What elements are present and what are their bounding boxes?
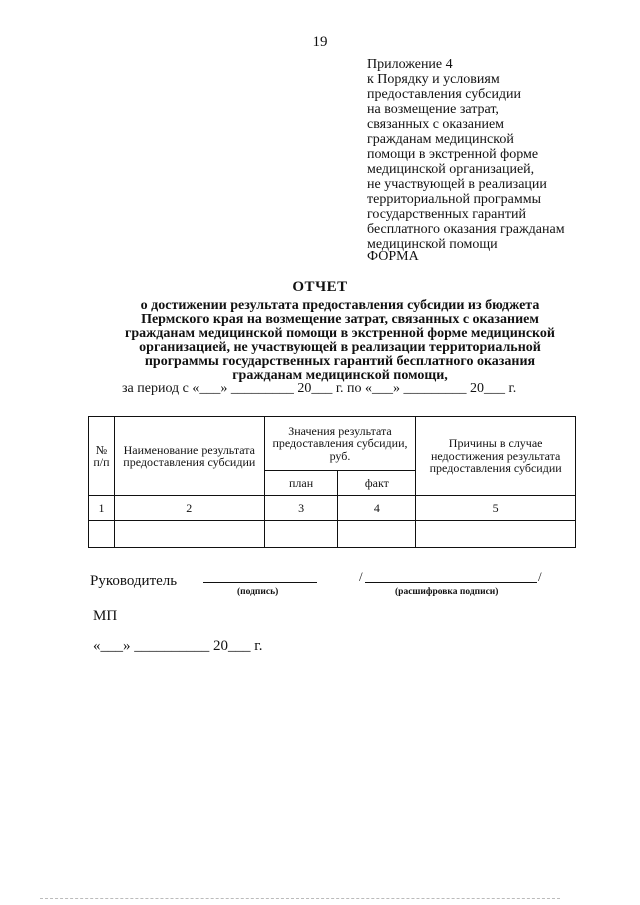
table-row (89, 521, 576, 548)
appendix-block (367, 57, 627, 252)
column-number-row (89, 496, 576, 521)
signature-decode-caption: (расшифровка подписи) (395, 587, 499, 597)
signature-line (203, 582, 317, 583)
header-result-name: Наименование результата предоставления субсидии (114, 417, 264, 496)
slash-left: / (359, 569, 363, 584)
appendix-line: медицинской организацией, (367, 162, 535, 177)
report-title: ОТЧЕТ (292, 279, 348, 295)
column-number: 5 (416, 496, 576, 521)
slash-right: / (538, 569, 542, 584)
column-number: 1 (89, 496, 115, 521)
header-plan: план (264, 471, 338, 496)
appendix-line: территориальной программы (367, 192, 542, 207)
subject-line: о достижении результата предоставления субсидии из бюджета (140, 298, 540, 313)
stamp-label: МП (93, 608, 118, 624)
header-fact: факт (338, 471, 416, 496)
subject-line: гражданам медицинской помощи, (232, 368, 448, 383)
header-num: № п/п (89, 417, 115, 496)
table-cell (114, 521, 264, 548)
report-period: за период с «___» _________ 20___ г. по «___» _________ 20___ г. (122, 381, 517, 396)
scan-edge (40, 898, 560, 899)
subject-line: гражданам медицинской помощи в экстренной форме медицинской (125, 326, 555, 341)
signature-decode-line (365, 582, 537, 583)
date-line: «___» __________ 20___ г. (93, 638, 263, 654)
appendix-line: к Порядку и условиям (367, 72, 500, 87)
report-table (88, 416, 576, 548)
appendix-line: помощи в экстренной форме (367, 147, 539, 162)
table-cell (264, 521, 338, 548)
appendix-line: медицинской помощи (367, 237, 498, 252)
page-number: 19 (312, 34, 328, 50)
appendix-line: связанных с оказанием (367, 117, 505, 132)
table-cell (338, 521, 416, 548)
form-label: ФОРМА (367, 249, 419, 264)
table-cell (416, 521, 576, 548)
appendix-line: гражданам медицинской (367, 132, 514, 147)
column-number: 4 (338, 496, 416, 521)
appendix-line: не участвующей в реализации (367, 177, 547, 192)
appendix-line: государственных гарантий (367, 207, 526, 222)
table-cell (89, 521, 115, 548)
appendix-line: Приложение 4 (367, 57, 453, 72)
appendix-line: бесплатного оказания гражданам (367, 222, 565, 237)
signature-caption: (подпись) (237, 587, 279, 597)
subject-line: программы государственных гарантий бесплатного оказания (144, 354, 536, 369)
column-number: 2 (114, 496, 264, 521)
subject-line: Пермского края на возмещение затрат, связанных с оказанием (141, 312, 539, 327)
report-subject (80, 299, 600, 383)
header-values-group: Значения результата предоставления субсидии, руб. (264, 417, 416, 471)
appendix-line: предоставления субсидии (367, 87, 522, 102)
appendix-line: на возмещение затрат, (367, 102, 499, 117)
head-label: Руководитель (90, 573, 178, 589)
column-number: 3 (264, 496, 338, 521)
subject-line: организацией, не участвующей в реализации территориальной (139, 340, 541, 355)
header-reasons: Причины в случае недостижения результата предоставления субсидии (416, 417, 576, 496)
